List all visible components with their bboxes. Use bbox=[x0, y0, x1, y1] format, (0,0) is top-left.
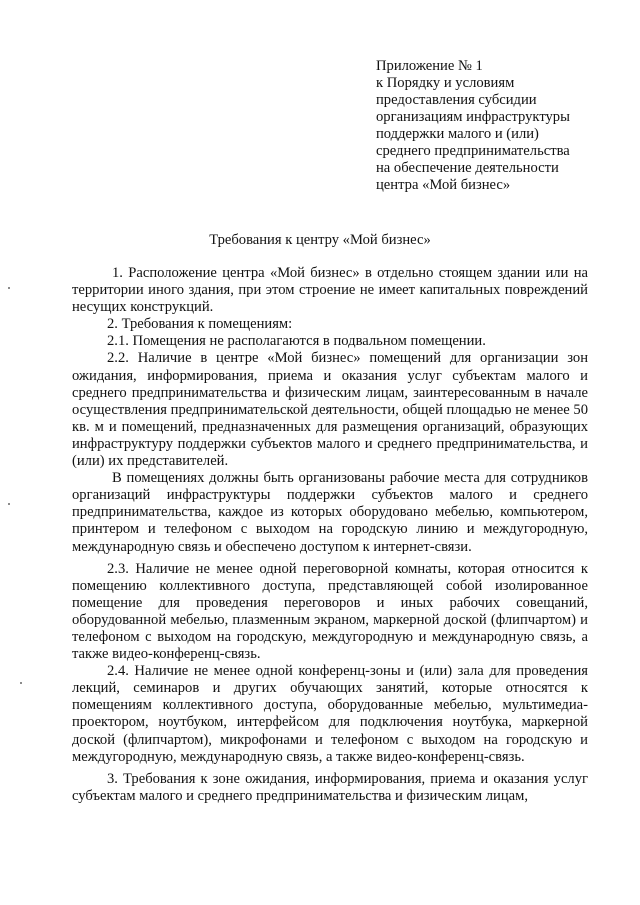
document-body bbox=[72, 265, 588, 805]
scan-speck bbox=[8, 287, 10, 289]
appendix-line: к Порядку и условиям bbox=[376, 75, 515, 91]
appendix-line: центра «Мой бизнес» bbox=[376, 177, 511, 193]
paragraph-2-4: 2.4. Наличие не менее одной конференц-зоны и (или) зала для проведения лекций, семинаров и других обучающих занятий, которые относятся к помещениям коллективного доступа, оборудованные мебелью, мультимедиа-проектором, ноутбуком, интерфейсом для подключения ноутбука, маркерной доской (флипчартом), микрофонами и телефоном с выходом на городскую и междугородную, международную связь, а также видео-конференц-связь. bbox=[72, 663, 588, 765]
document-title: Требования к центру «Мой бизнес» bbox=[209, 232, 431, 248]
appendix-line: организациям инфраструктуры bbox=[376, 109, 570, 125]
appendix-line: среднего предпринимательства bbox=[376, 143, 570, 159]
paragraph-2-3: 2.3. Наличие не менее одной переговорной комнаты, которая относится к помещению коллективного доступа, представляющей собой изолированное помещение для проведения переговоров и иных рабочих совещаний, оборудованной мебелью, плазменным экраном, маркерной доской (флипчартом) и телефоном с выходом на городскую, междугородную и международную связь, а также видео-конференц-связь. bbox=[72, 560, 588, 663]
appendix-line: на обеспечение деятельности bbox=[376, 160, 559, 176]
appendix-line: поддержки малого и (или) bbox=[376, 126, 539, 142]
paragraph-2-1: 2.1. Помещения не располагаются в подвальном помещении. bbox=[107, 333, 486, 350]
paragraph-2: 2. Требования к помещениям: bbox=[107, 316, 293, 333]
paragraph-1: 1. Расположение центра «Мой бизнес» в отдельно стоящем здании или на территории иного здания, при этом строение не имеет капитальных повреждений несущих конструкций. bbox=[72, 265, 588, 316]
scan-speck bbox=[20, 682, 22, 684]
scan-speck bbox=[8, 503, 10, 505]
appendix-header bbox=[376, 58, 616, 194]
paragraph-3: 3. Требования к зоне ожидания, информирования, приема и оказания услуг субъектам малого и среднего предпринимательства и физическим лицам, bbox=[72, 770, 588, 804]
paragraph-2-2: 2.2. Наличие в центре «Мой бизнес» помещений для организации зон ожидания, информирования, приема и оказания услуг субъектам малого и среднего предпринимательства и физическим лицам, заинтересованным в начале осуществления предпринимательской деятельности, общей площадью не менее 50 кв. м и помещений, предназначенных для размещения организаций, образующих инфраструктуру поддержки субъектов малого и среднего предпринимательства, и (или) их представителей. bbox=[72, 350, 588, 470]
appendix-line: предоставления субсидии bbox=[376, 92, 537, 108]
paragraph-workplaces: В помещениях должны быть организованы рабочие места для сотрудников организаций инфраструктуры поддержки субъектов малого и среднего предпринимательства, каждое из которых оборудовано мебелью, компьютером, принтером и телефоном с выходом на городскую линию и междугородную, международную связь и обеспечено доступом к интернет-связи. bbox=[72, 470, 588, 555]
appendix-line: Приложение № 1 bbox=[376, 58, 483, 74]
